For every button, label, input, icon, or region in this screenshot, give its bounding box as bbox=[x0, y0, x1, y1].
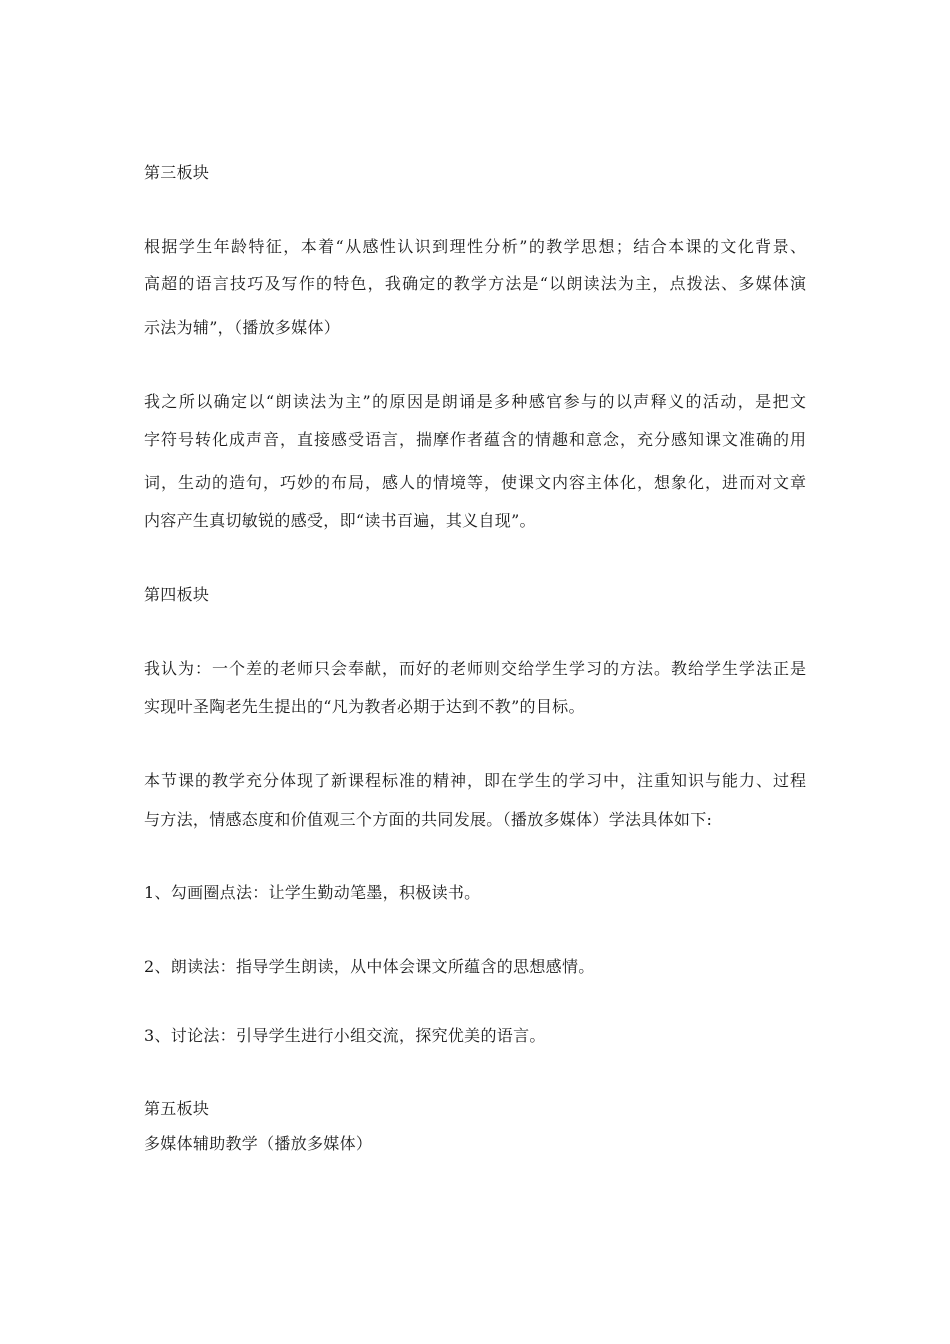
section5-line1: 多媒体辅助教学（播放多媒体） bbox=[144, 1134, 373, 1153]
section-heading-5: 第五板块 bbox=[144, 1099, 210, 1118]
section3-para1-line1: 根据学生年龄特征，本着“从感性认识到理性分析”的教学思想；结合本课的文化背景、 bbox=[144, 237, 806, 256]
section3-para1-line3: 示法为辅”，（播放多媒体） bbox=[144, 318, 341, 337]
section-heading-4: 第四板块 bbox=[144, 585, 210, 604]
section3-para2-line3: 词，生动的造句，巧妙的布局，感人的情境等，使课文内容主体化，想象化，进而对文章 bbox=[144, 473, 806, 492]
method-list-item: 1、勾画圈点法：让学生勤动笔墨，积极读书。 bbox=[144, 883, 481, 902]
section3-para2-line4: 内容产生真切敏锐的感受，即“读书百遍，其义自现”。 bbox=[144, 511, 536, 530]
method-list-item: 2、朗读法：指导学生朗读，从中体会课文所蕴含的思想感情。 bbox=[144, 957, 595, 976]
section4-para2-line1: 本节课的教学充分体现了新课程标准的精神，即在学生的学习中，注重知识与能力、过程 bbox=[144, 771, 806, 790]
section4-para1-line2: 实现叶圣陶老先生提出的“凡为教者必期于达到不教”的目标。 bbox=[144, 697, 585, 716]
section3-para2-line1: 我之所以确定以“朗读法为主”的原因是朗诵是多种感官参与的以声释义的活动，是把文 bbox=[144, 392, 806, 411]
section3-para1-line2: 高超的语言技巧及写作的特色，我确定的教学方法是“以朗读法为主，点拨法、多媒体演 bbox=[144, 274, 806, 293]
section4-para2-line2: 与方法，情感态度和价值观三个方面的共同发展。（播放多媒体）学法具体如下: bbox=[144, 810, 713, 829]
method-list-item: 3、讨论法：引导学生进行小组交流，探究优美的语言。 bbox=[144, 1026, 546, 1045]
section3-para2-line2: 字符号转化成声音，直接感受语言，揣摩作者蕴含的情趣和意念，充分感知课文准确的用 bbox=[144, 430, 806, 449]
section4-para1-line1: 我认为：一个差的老师只会奉献，而好的老师则交给学生学习的方法。教给学生学法正是 bbox=[144, 659, 806, 678]
section-heading-3: 第三板块 bbox=[144, 163, 210, 182]
